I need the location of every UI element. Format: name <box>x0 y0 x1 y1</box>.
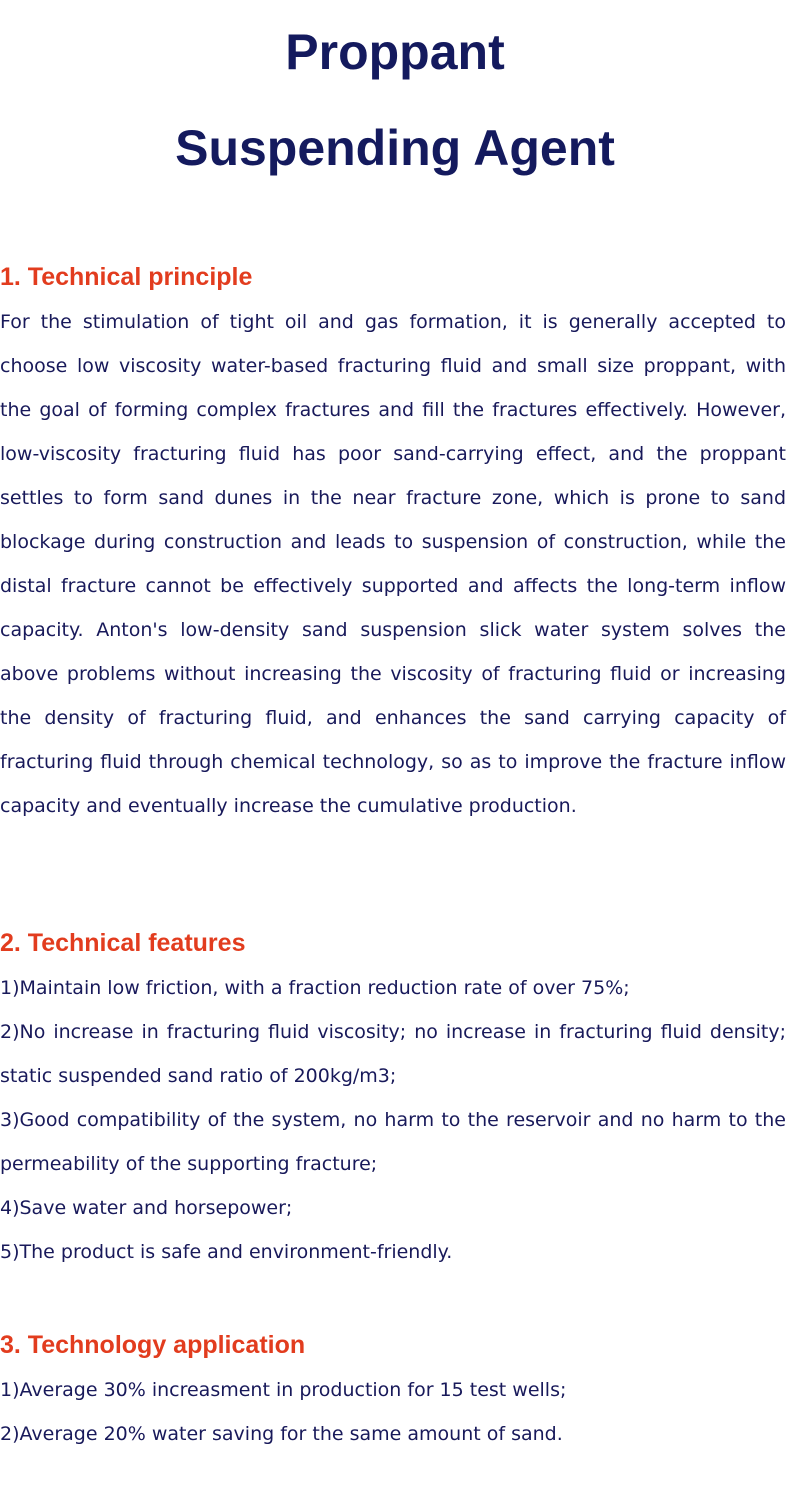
title-block <box>0 0 790 196</box>
section-paragraph: For the stimulation of tight oil and gas formation, it is generally accepted to choose low viscosity water-based fracturing fluid and small size proppant, with the goal of forming complex fractures and fill the fractures effectively. However, low-viscosity fracturing fluid has poor sand-carrying effect, and the proppant settles to form sand dunes in the near fracture zone, which is prone to sand blockage during construction and leads to suspension of construction, while the distal fracture cannot be effectively supported and affects the long-term inflow capacity. Anton's low-density sand suspension slick water system solves the above problems without increasing the viscosity of fracturing fluid or increasing the density of fracturing fluid, and enhances the sand carrying capacity of fracturing fluid through chemical technology, so as to improve the fracture inflow capacity and eventually increase the cumulative production. <box>0 311 786 817</box>
list-item: 1)Average 30% increasment in production for 15 test wells; <box>0 1379 567 1401</box>
application-list <box>0 1368 786 1456</box>
list-item: 5)The product is safe and environment-friendly. <box>0 1241 453 1263</box>
list-item: 2)Average 20% water saving for the same amount of sand. <box>0 1423 563 1445</box>
list-item: 3)Good compatibility of the system, no harm to the reservoir and no harm to the permeability of the supporting fracture; <box>0 1109 786 1175</box>
section-heading: 1. Technical principle <box>0 263 253 291</box>
list-item: 2)No increase in fracturing fluid viscosity; no increase in fracturing fluid density; static suspended sand ratio of 200kg/m3; <box>0 1021 786 1087</box>
page-title <box>0 0 790 196</box>
section-heading: 2. Technical features <box>0 929 246 957</box>
list-item: 1)Maintain low friction, with a fraction reduction rate of over 75%; <box>0 977 630 999</box>
page-title-line-2: Suspending Agent <box>175 120 615 176</box>
section-technical-features <box>0 920 786 1274</box>
features-list <box>0 966 786 1274</box>
list-item: 4)Save water and horsepower; <box>0 1197 293 1219</box>
page-title-line-1: Proppant <box>285 24 505 80</box>
section-technology-application <box>0 1322 786 1456</box>
section-heading: 3. Technology application <box>0 1331 306 1359</box>
section-technical-principle <box>0 254 786 828</box>
